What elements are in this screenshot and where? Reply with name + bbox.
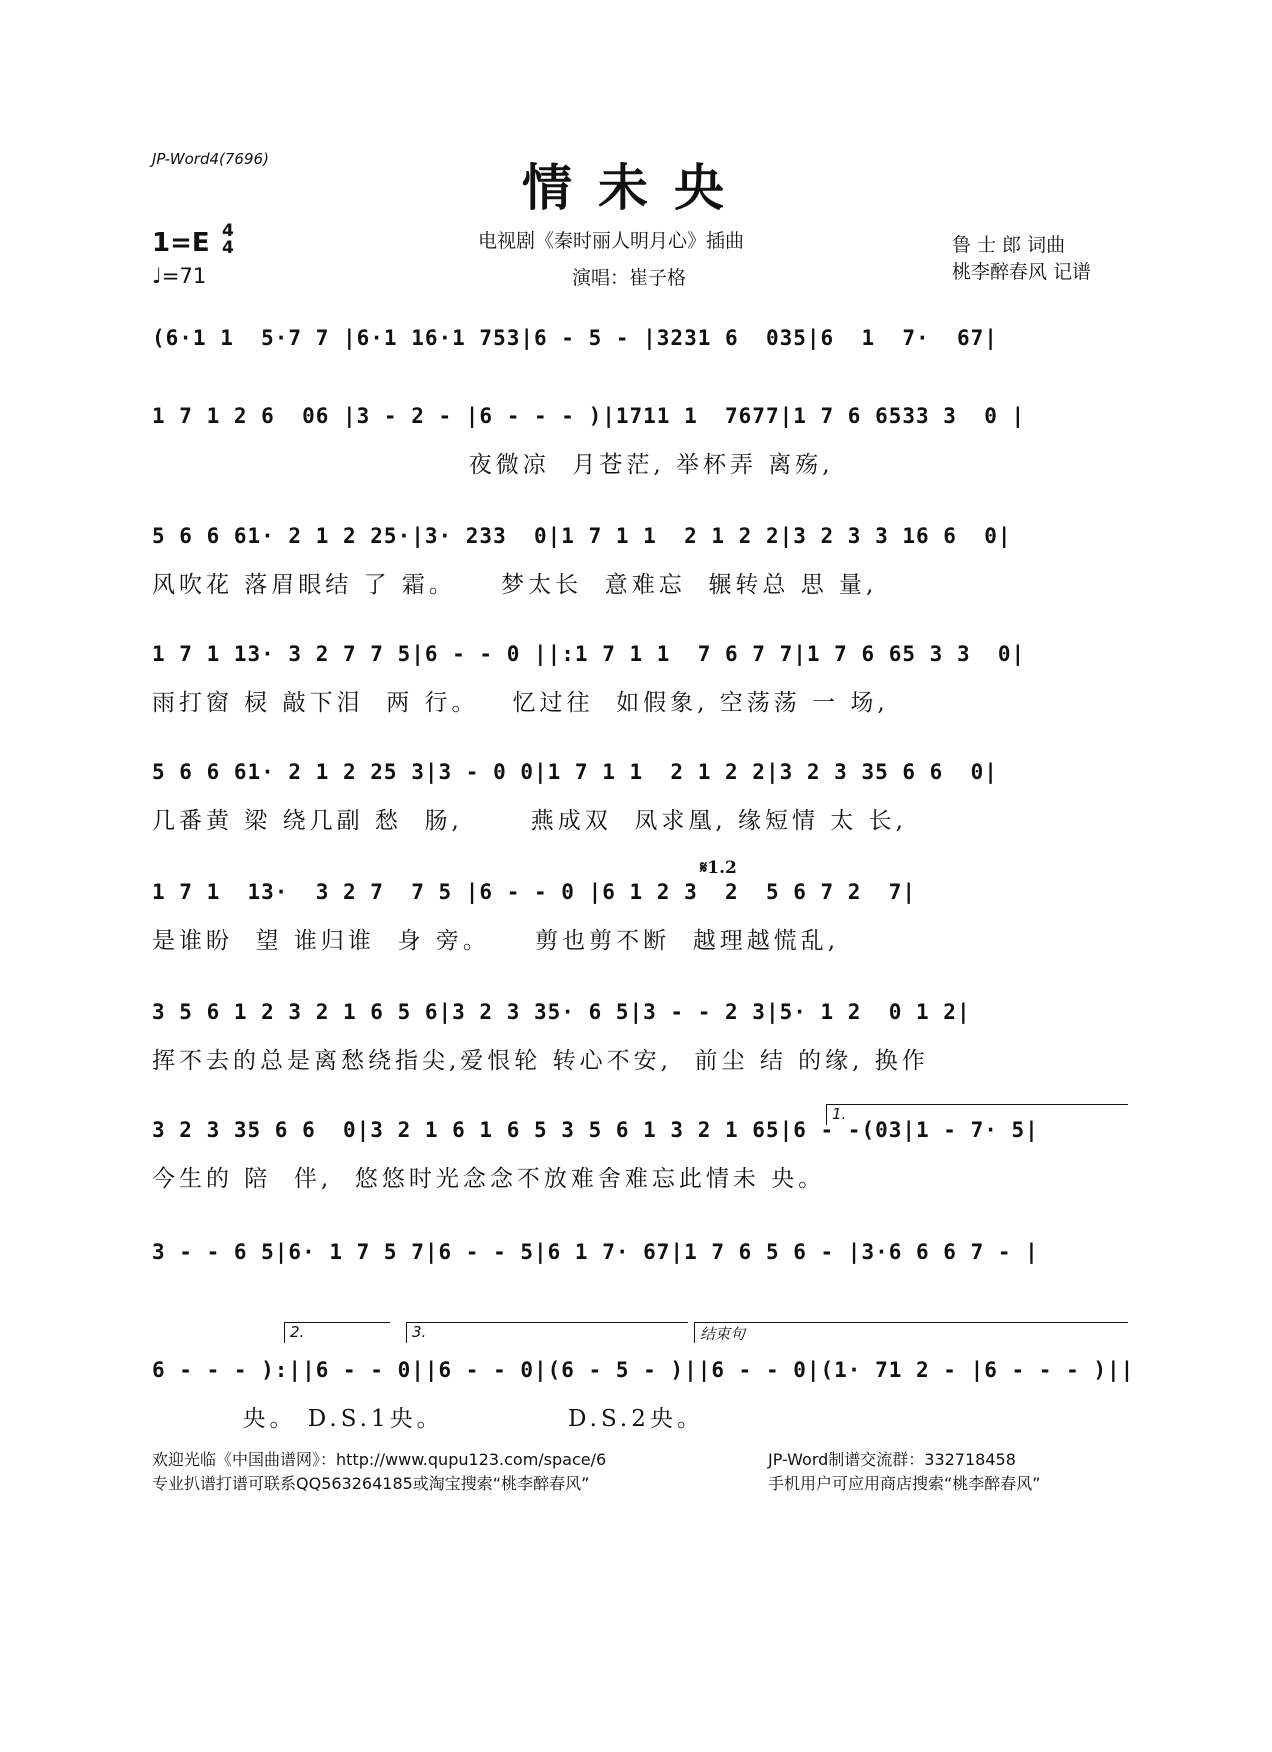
software-label: JP-Word4(7696) — [152, 150, 269, 168]
singer: 演唱：崔子格 — [572, 267, 687, 289]
lyrics-line: 挥不去的总是离愁绕指尖,爱恨轮 转心不安, 前尘 结 的缘, 换作 — [152, 1048, 929, 1074]
ending-1: 1. — [826, 1104, 1128, 1125]
time-top: 4 — [222, 221, 234, 241]
key-signature: 1=E — [152, 228, 210, 258]
notation-line: 1 7 1 13· 3 2 7 7 5|6 - - 0 ||:1 7 1 1 7 6 7 7|1 7 6 65 3 3 0| — [152, 642, 1026, 666]
transcriber: 桃李醉春风 记谱 — [952, 261, 1092, 283]
footer-right — [768, 1448, 1041, 1496]
notation-line: 3 5 6 1 2 3 2 1 6 5 6|3 2 3 35· 6 5|3 - - 2 3|5· 1 2 0 1 2| — [152, 1000, 971, 1024]
notation-line: 5 6 6 61· 2 1 2 25 3|3 - 0 0|1 7 1 1 2 1 2 2|3 2 3 35 6 6 0| — [152, 760, 998, 784]
ending-3: 3. — [406, 1322, 688, 1343]
notation-line: 5 6 6 61· 2 1 2 25·|3· 233 0|1 7 1 1 2 1 2 2|3 2 3 3 16 6 0| — [152, 524, 1012, 548]
lyrics-line: 是谁盼 望 谁归谁 身 旁。 剪也剪不断 越理越慌乱, — [152, 928, 840, 954]
time-bottom: 4 — [222, 238, 234, 258]
notation-line: 1 7 1 13· 3 2 7 7 5 |6 - - 0 |6 1 2 3 2 5 6 7 2 7| — [152, 880, 917, 904]
notation-line: 6 - - - ):||6 - - 0||6 - - 0|(6 - 5 - )||6 - - 0|(1· 71 2 - |6 - - - )|| — [152, 1358, 1135, 1382]
lyrics-line: 几番黄 梁 绕几副 愁 肠, 燕成双 凤求凰, 缘短情 太 长, — [152, 808, 907, 834]
lyrics-line: 夜微凉 月苍茫, 举杯弄 离殇, — [152, 452, 834, 478]
notation-line: 3 - - 6 5|6· 1 7 5 7|6 - - 5|6 1 7· 67|1 7 6 5 6 - |3·6 6 6 7 - | — [152, 1240, 1039, 1264]
footer-line-4: 手机用户可应用商店搜索“桃李醉春风” — [768, 1474, 1041, 1493]
song-title: 情未央 — [522, 158, 750, 217]
footer-line-3: JP-Word制谱交流群：332718458 — [768, 1450, 1016, 1469]
ending-2: 2. — [284, 1322, 390, 1343]
footer-line-1: 欢迎光临《中国曲谱网》：http://www.qupu123.com/space/6 — [152, 1450, 607, 1469]
segno-sign: 𝄋1.2 — [700, 858, 737, 878]
tempo-mark: ♩=71 — [152, 264, 207, 288]
coda-ending: 结束句 — [694, 1322, 1128, 1343]
footer-line-2: 专业扒谱打谱可联系QQ563264185或淘宝搜索“桃李醉春风” — [152, 1474, 590, 1493]
credits — [952, 232, 1091, 286]
lyricist-composer: 鲁 士 郎 词曲 — [952, 234, 1066, 256]
lyrics-line: 风吹花 落眉眼结 了 霜。 梦太长 意难忘 辗转总 思 量, — [152, 572, 878, 598]
notation-line: (6·1 1 5·7 7 |6·1 16·1 753|6 - 5 - |3231 6 035|6 1 7· 67| — [152, 326, 998, 350]
notation-line: 3 2 3 35 6 6 0|3 2 1 6 1 6 5 3 5 6 1 3 2 1 65|6 - -(03|1 - 7· 5| — [152, 1118, 1039, 1142]
subtitle: 电视剧《秦时丽人明月心》插曲 — [478, 230, 745, 252]
time-signature — [222, 223, 234, 257]
footer-left — [152, 1448, 606, 1496]
notation-line: 1 7 1 2 6 06 |3 - 2 - |6 - - - )|1711 1 7677|1 7 6 6533 3 0 | — [152, 404, 1026, 428]
lyrics-line: 央。 D.S.1央。 D.S.2央。 — [152, 1406, 704, 1432]
lyrics-line: 雨打窗 棂 敲下泪 两 行。 忆过往 如假象, 空荡荡 一 场, — [152, 690, 889, 716]
lyrics-line: 今生的 陪 伴, 悠悠时光念念不放难舍难忘此情未 央。 — [152, 1166, 826, 1192]
